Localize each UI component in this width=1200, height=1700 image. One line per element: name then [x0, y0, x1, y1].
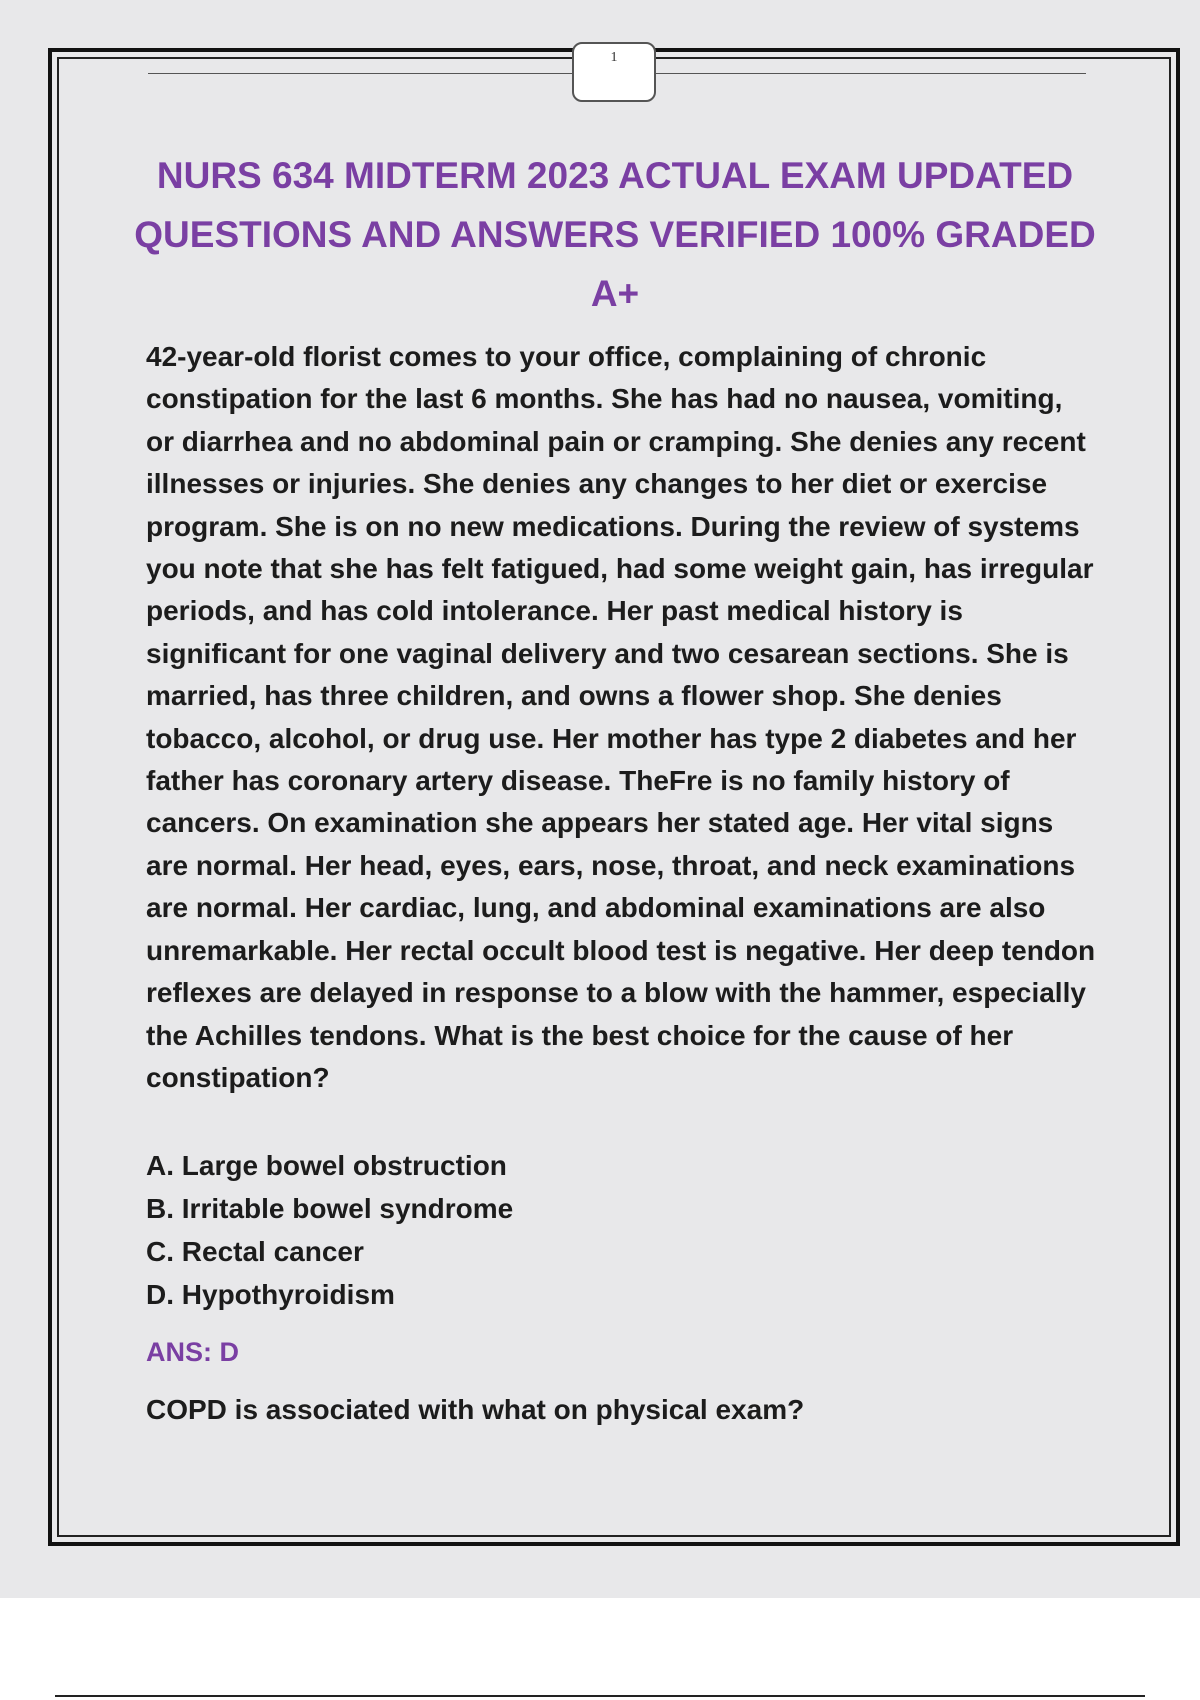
document-title: NURS 634 MIDTERM 2023 ACTUAL EXAM UPDATED QUESTIONS AND ANSWERS VERIFIED 100% GRADED A+ [134, 155, 1096, 314]
option-b: B. Irritable bowel syndrome [146, 1193, 514, 1224]
option-a: A. Large bowel obstruction [146, 1150, 507, 1181]
option-d: D. Hypothyroidism [146, 1279, 395, 1310]
header-rule-left [148, 73, 572, 74]
question-1-text: 42-year-old florist comes to your office, complaining of chronic constipation for the last 6 months. She has had no nausea, vomiting, or diarrhea and no abdominal pain or cramping. She denies any recent illnesses or injuries. She denies any changes to her diet or exercise program. She is on no new medications. During the review of systems you note that she has felt fatigued, had some weight gain, has irregular periods, and has cold intolerance. Her past medical history is significant for one vaginal delivery and two cesarean sections. She is married, has three children, and owns a flower shop. She denies tobacco, alcohol, or drug use. Her mother has type 2 diabetes and her father has coronary artery disease. TheFre is no family history of cancers. On examination she appears her stated age. Her vital signs are normal. Her head, eyes, ears, nose, throat, and neck examinations are normal. Her cardiac, lung, and abdominal examinations are also unremarkable. Her rectal occult blood test is negative. Her deep tendon reflexes are delayed in response to a blow with the hammer, especially the Achilles tendons. What is the best choice for the cause of her constipation? [146, 341, 1096, 1093]
question-1-answer: ANS: D [146, 1337, 239, 1367]
option-c: C. Rectal cancer [146, 1236, 364, 1267]
header-rule-right [656, 73, 1086, 74]
question-1-options [146, 1144, 513, 1316]
page-number: 1 [610, 50, 618, 65]
next-page-top-rule [55, 1695, 1145, 1697]
question-2-text: COPD is associated with what on physical exam? [146, 1394, 805, 1425]
